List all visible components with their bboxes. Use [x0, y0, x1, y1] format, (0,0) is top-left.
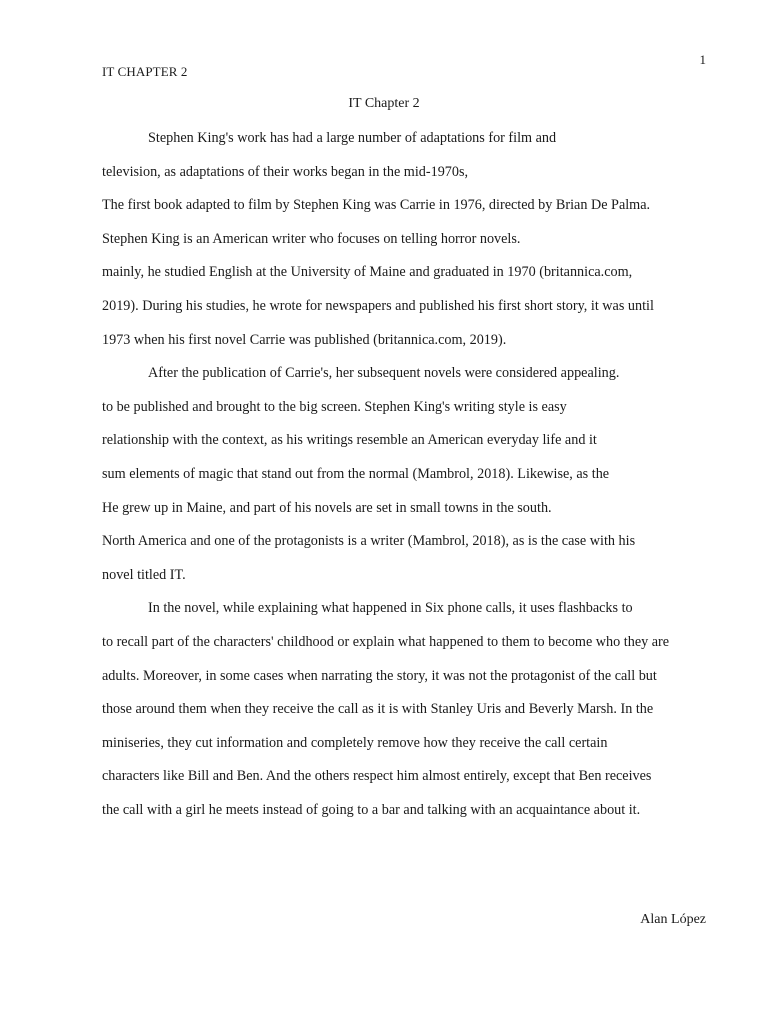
- body-text-line: 2019). During his studies, he wrote for newspapers and published his first short story, it was until: [102, 297, 654, 314]
- body-text-line: He grew up in Maine, and part of his novels are set in small towns in the south.: [102, 499, 552, 516]
- body-text-line: adults. Moreover, in some cases when narrating the story, it was not the protagonist of the call but: [102, 667, 657, 684]
- body-text-line: In the novel, while explaining what happened in Six phone calls, it uses flashbacks to: [148, 600, 633, 617]
- document-title: IT Chapter 2: [348, 96, 420, 111]
- body-text-line: After the publication of Carrie's, her subsequent novels were considered appealing.: [148, 365, 620, 382]
- body-text-line: Stephen King's work has had a large number of adaptations for film and: [148, 130, 557, 146]
- body-text-line: characters like Bill and Ben. And the others respect him almost entirely, except that Ben receives: [102, 768, 652, 785]
- page-number: 1: [699, 52, 706, 67]
- body-text-line: The first book adapted to film by Stephen King was Carrie in 1976, directed by Brian De Palma.: [102, 197, 651, 214]
- body-text-line: to recall part of the characters' childhood or explain what happened to them to become who they are: [102, 633, 670, 650]
- body-text-line: mainly, he studied English at the University of Maine and graduated in 1970 (britannica.com,: [102, 264, 633, 281]
- body-text-line: sum elements of magic that stand out from the normal (Mambrol, 2018). Likewise, as the: [102, 465, 610, 482]
- body-text-line: those around them when they receive the call as it is with Stanley Uris and Beverly Marsh. In the: [102, 701, 654, 718]
- body-text-line: Stephen King is an American writer who focuses on telling horror novels.: [102, 230, 521, 247]
- body-text-line: 1973 when his first novel Carrie was published (britannica.com, 2019).: [102, 331, 507, 348]
- author-signature: Alan López: [640, 912, 706, 927]
- running-head: IT CHAPTER 2: [102, 64, 188, 79]
- body-text-line: television, as adaptations of their works began in the mid-1970s,: [102, 163, 469, 180]
- document-body: [102, 124, 742, 829]
- body-text-line: novel titled IT.: [102, 566, 186, 583]
- body-text-line: North America and one of the protagonists is a writer (Mambrol, 2018), as is the case with his: [102, 533, 636, 550]
- body-text-line: miniseries, they cut information and completely remove how they receive the call certain: [102, 734, 608, 751]
- body-text-line: to be published and brought to the big screen. Stephen King's writing style is easy: [102, 398, 567, 415]
- body-text-line: the call with a girl he meets instead of going to a bar and talking with an acquaintance about it.: [102, 801, 641, 818]
- body-text-line: relationship with the context, as his writings resemble an American everyday life and it: [102, 432, 597, 449]
